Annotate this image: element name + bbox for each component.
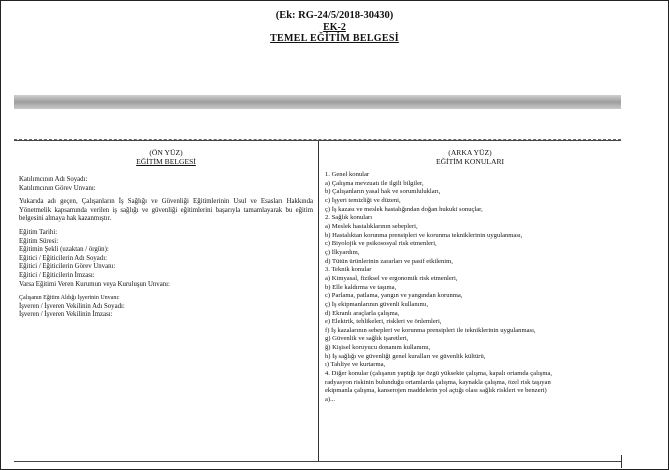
front-side-heading [14,148,318,166]
topic-line: c) İşyeri temizliği ve düzeni, [325,196,401,204]
topic-line: ç) İş kazası ve meslek hastalığından doğan hukuki sonuçlar, [325,205,483,213]
topic-line: f) İş kazalarının sebepleri ve korunma prensipleri ile tekniklerinin uygulanması, [325,326,536,334]
topic-line: b) Hastalıktan korunma prensipleri ve korunma tekniklerinin uygulanması, [325,231,523,239]
topic-line: a) Çalışma mevzuatı ile ilgili bilgiler, [325,179,424,187]
topic-line: 3. Teknik konular [325,266,372,274]
front-side-column [14,141,319,461]
employer-fields [19,294,313,320]
certification-statement: Yukarıda adı geçen, Çalışanların İş Sağlığı ve Güvenliği Eğitimlerinin Usul ve Esasları Hakkında Yönetmelik kapsamında verilen iş sağlığı ve güvenliği eğitimlerini başarıyla tamamlayarak bu eğitim belgesini almaya hak kazanmıştır. [19,198,313,223]
topic-line: 1. Genel konular [325,171,370,178]
front-side-label: (ÖN YÜZ) [149,148,183,157]
topic-line: c) Parlama, patlama, yangın ve yangından korunma, [325,292,463,300]
document-title: TEMEL EĞİTİM BELGESİ [270,33,399,44]
topic-line: radyasyon riskinin bulunduğu ortamlarda çalışma, kaynakla çalışma, özel risk taşıyan [325,378,551,386]
front-side-body [19,176,313,320]
front-side-subtitle: EĞİTİM BELGESİ [136,157,196,166]
topic-line: ç) İş ekipmanlarının güvenli kullanımı, [325,300,429,308]
topic-line: 2. Sağlık konuları [325,214,373,222]
training-fields [19,229,313,289]
back-side-subtitle: EĞİTİM KONULARI [435,157,505,166]
topic-line: d) Tütün ürünlerinin zararları ve pasif etkilenim, [325,257,453,265]
back-side-column [319,141,621,461]
participant-title-field: Katılımcının Görev Unvanı: [19,184,96,192]
participant-fields [19,176,313,193]
training-date-field: Eğitim Tarihi: [19,228,58,236]
training-institution-field: Varsa Eğitimi Veren Kurumun veya Kuruluşun Unvanı: [19,280,170,288]
back-side-label: (ARKA YÜZ) [448,148,492,157]
topic-line: ı) Tahliye ve kurtarma, [325,361,386,369]
topic-line: ğ) Kişisel koruyucu donanım kullanımı, [325,344,431,352]
certificate-table [14,140,621,462]
annex-label: EK-2 [323,22,346,33]
topic-line: g) Güvenlik ve sağlık işaretleri, [325,335,409,343]
topic-line: b) Elle kaldırma ve taşıma, [325,283,397,291]
topic-line: a) Meslek hastalıklarının sebepleri, [325,222,418,230]
employer-signature-field: İşveren / İşveren Vekilinin İmzası: [19,311,113,319]
participant-name-field: Katılımcının Adı Soyadı: [19,176,88,183]
topic-line: a) Kimyasal, fiziksel ve ergonomik risk etmenleri, [325,274,458,282]
text-cursor [621,455,622,468]
topic-line: e) Elektrik, tehlikeleri, riskleri ve önlemleri, [325,318,442,326]
training-duration-field: Eğitim Süresi: [19,237,59,245]
trainer-signature-field: Eğitici / Eğiticilerin İmzası: [19,271,95,279]
training-type-field: Eğitimin Şekli (uzaktan / örgün): [19,246,109,254]
trainer-title-field: Eğitici / Eğiticilerin Görev Unvanı: [19,263,116,271]
topic-line: a)... [325,396,336,404]
workplace-title-field: Çalışanın Eğitim Aldığı İşyerinin Unvanı: [19,295,120,302]
topic-line: c) Biyolojik ve psikososyal risk etmenleri, [325,240,437,248]
gray-separator-band [14,95,621,109]
document-header [0,10,669,45]
topic-line: d) Ekranlı araçlarla çalışma, [325,309,400,317]
training-topics-list [325,171,617,405]
topic-line: ç) İlkyardım, [325,248,360,256]
employer-name-field: İşveren / İşveren Vekilinin Adı Soyadı: [19,302,125,310]
regulation-reference: (Ek: RG-24/5/2018-30430) [275,10,394,21]
back-side-heading [319,148,621,166]
topic-line: ekipmanla çalışma, kanserojen maddelerin yol açtığı olası sağlık riskleri ve benzeri) [325,387,547,395]
trainer-name-field: Eğitici / Eğiticilerin Adı Soyadı: [19,254,107,262]
topic-line: b) Çalışanların yasal hak ve sorumlulukları, [325,188,441,196]
topic-line: h) İş sağlığı ve güvenliği genel kuralları ve güvenlik kültürü, [325,352,486,360]
topic-line: 4. Diğer konular (çalışanın yaptığı işe özgü yüksekte çalışma, kapalı ortamda çalışma, [325,370,553,378]
